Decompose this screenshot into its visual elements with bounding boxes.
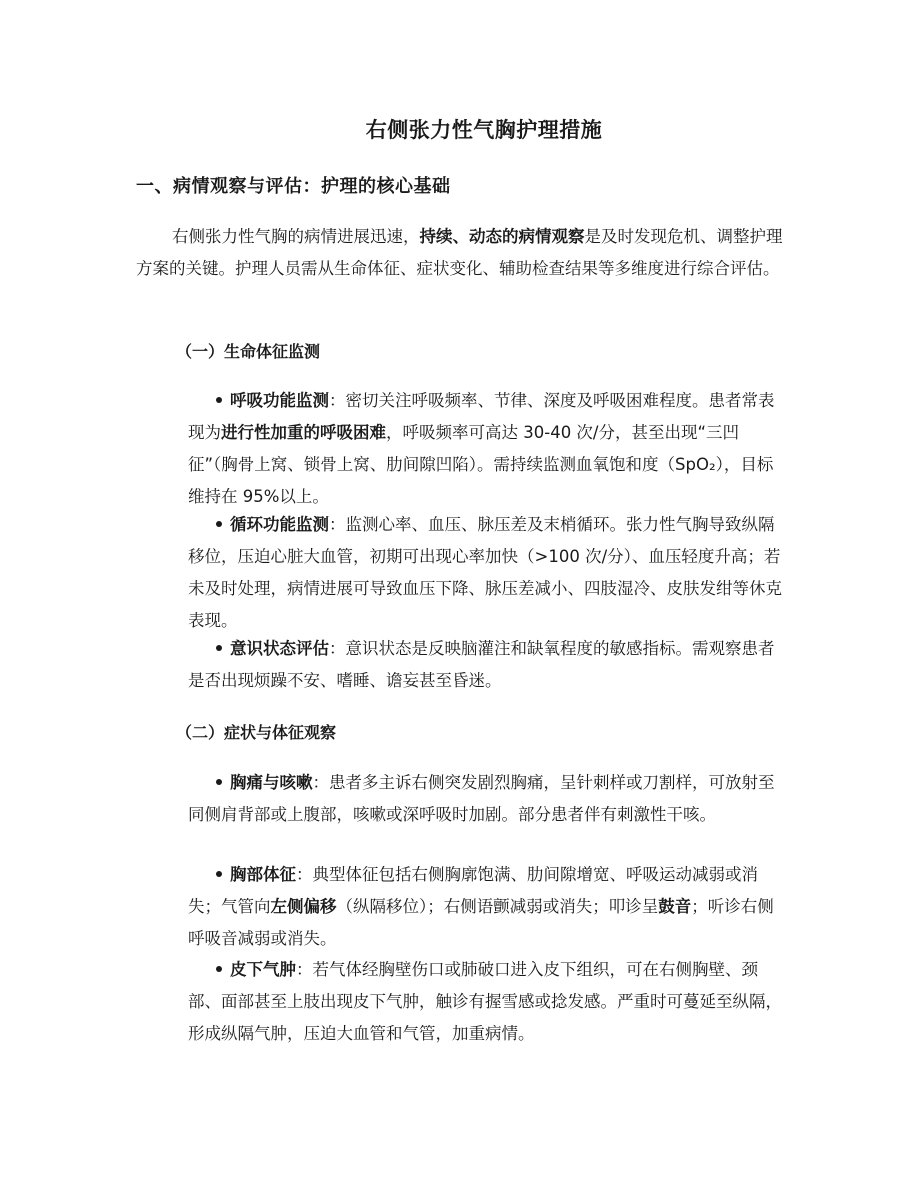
text-run: （纵隔移位）；右侧语颤减弱或消失；叩诊呈 (336, 897, 659, 916)
text-run: ：若气体经胸壁伤口或肺破口进入皮下组织，可在右侧胸壁、颈部、面部甚至上肢出现皮下气肿，触诊有握雪感或捻发感。严重时可蔓延至纵隔，形成纵隔气肿，压迫大血管和气管，加重病情。 (188, 960, 782, 1043)
bold-text: 左侧偏移 (270, 897, 337, 916)
text-run: 右侧张力性气胸的病情进展迅速， (172, 227, 420, 246)
list-item (188, 509, 788, 637)
item-label: 皮下气肿 (230, 960, 296, 979)
text-run: ，呼吸频率可高达 30-40 次/分，甚至出现“三凹征”（胸骨上窝、锁骨上窝、肋间隙凹陷）。需持续监测血氧饱和度（SpO₂），目标维持在 95%以上。 (188, 423, 774, 506)
section-heading: 一、病情观察与评估：护理的核心基础 (136, 176, 451, 197)
item-label: 胸痛与咳嗽 (230, 773, 313, 792)
list-item (188, 954, 788, 1050)
item-label: 意识状态评估 (230, 639, 329, 658)
item-label: 呼吸功能监测 (230, 391, 329, 410)
document-title: 右侧张力性气胸护理措施 (365, 118, 603, 142)
bold-text: 进行性加重的呼吸困难 (221, 423, 386, 442)
list-item (188, 633, 788, 697)
item-label: 循环功能监测 (230, 515, 329, 534)
item-label: 胸部体征 (230, 865, 296, 884)
subsection-heading-symptoms: （二）症状与体征观察 (176, 723, 337, 742)
list-item (188, 859, 788, 955)
text-run: ：意识状态是反映脑灌注和缺氧程度的敏感指标。需观察患者是否出现烦躁不安、嗜睡、谵妄甚至昏迷。 (188, 639, 775, 690)
text-run: ：患者多主诉右侧突发剧烈胸痛，呈针刺样或刀割样，可放射至同侧肩背部或上腹部，咳嗽或深呼吸时加剧。部分患者伴有刺激性干咳。 (188, 773, 775, 824)
text-run: ：监测心率、血压、脉压差及末梢循环。张力性气胸导致纵隔移位，压迫心脏大血管，初期可出现心率加快（>100 次/分）、血压轻度升高；若未及时处理，病情进展可导致血压下降、脉压差减小、四肢湿冷、皮肤发绀等休克表现。 (188, 515, 782, 630)
bold-text: 持续、动态的病情观察 (419, 227, 585, 246)
text-run: ：密切关注呼吸频率、节律、深度及呼吸困难程度。患者常表现为 (188, 391, 775, 442)
list-item (188, 385, 788, 513)
text-run: ：典型体征包括右侧胸廓饱满、肋间隙增宽、呼吸运动减弱或消失；气管向 (188, 865, 758, 916)
text-run: ；听诊右侧呼吸音减弱或消失。 (188, 897, 774, 948)
text-run: 是及时发现危机、调整护理方案的关键。护理人员需从生命体征、症状变化、辅助检查结果等多维度进行综合评估。 (136, 227, 783, 278)
intro-paragraph (136, 221, 790, 285)
bold-text: 鼓音 (658, 897, 692, 916)
list-item (188, 767, 788, 831)
subsection-heading-vital-signs: （一）生命体征监测 (176, 342, 321, 361)
